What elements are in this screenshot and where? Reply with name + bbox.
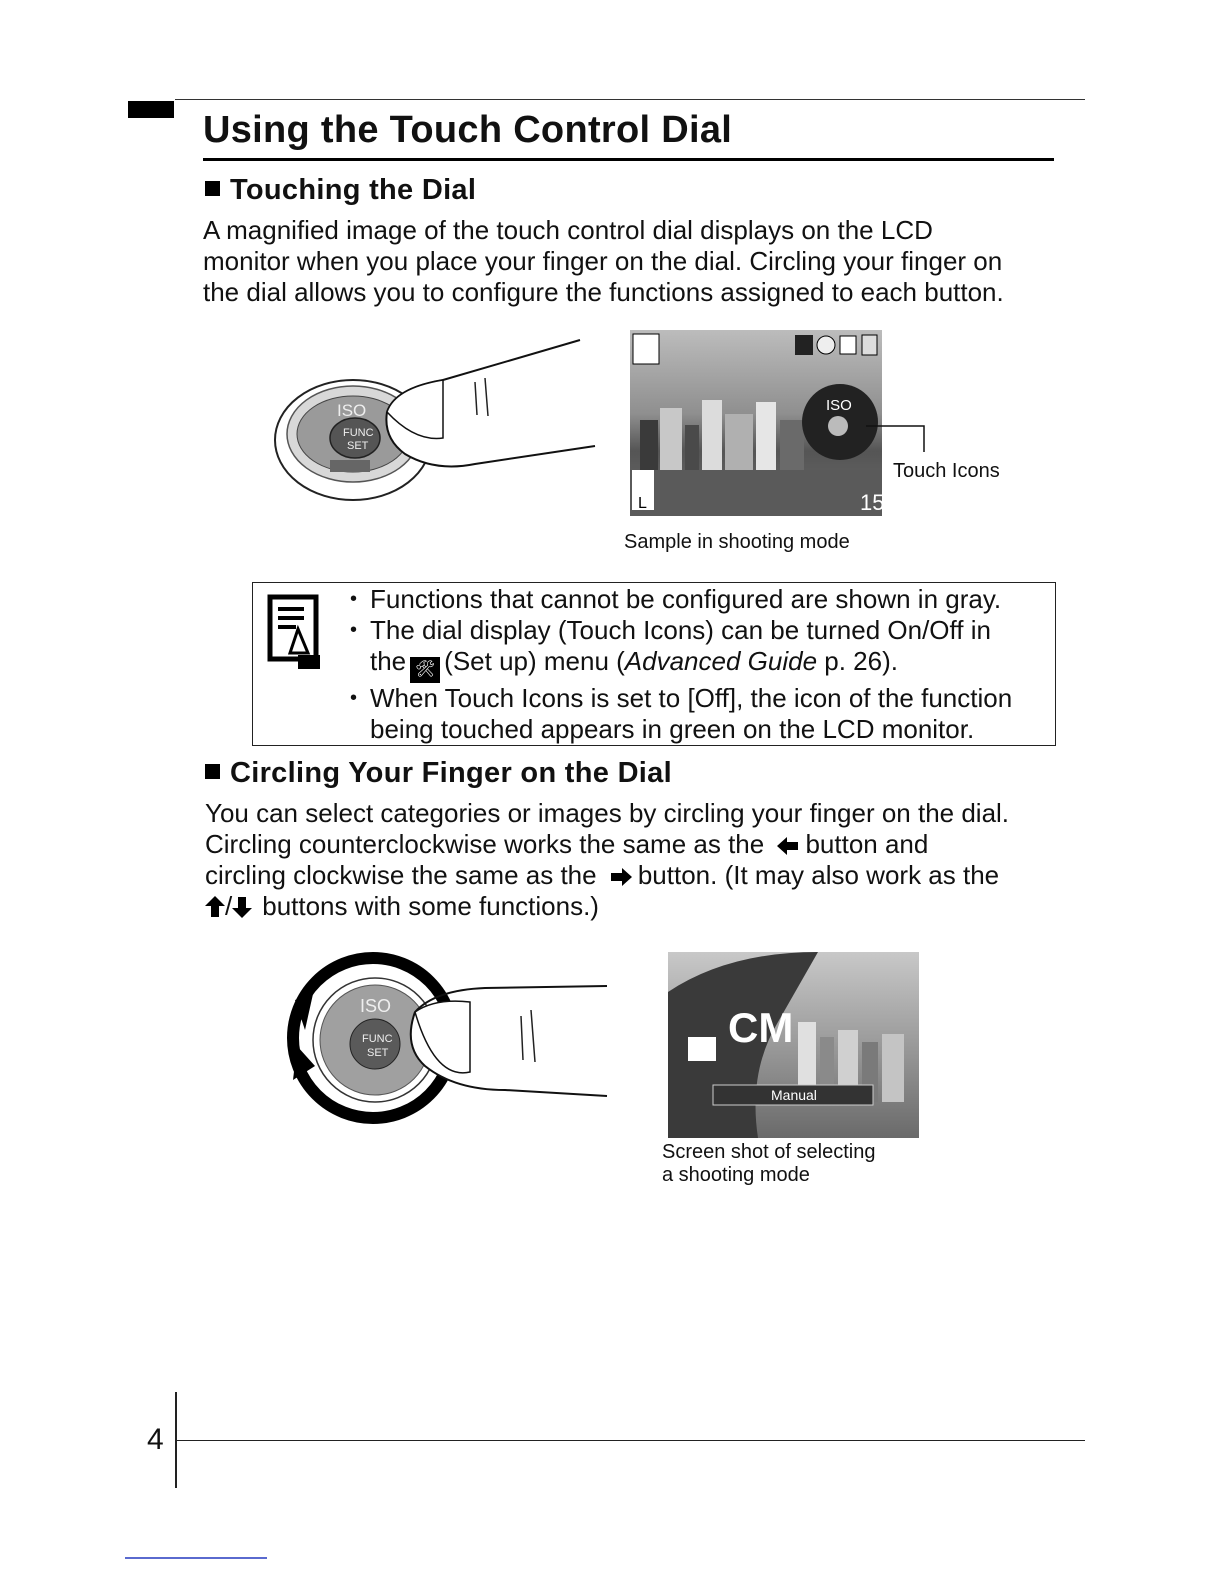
- camera-icon: [862, 335, 877, 355]
- paragraph-line: A magnified image of the touch control dial displays on the LCD: [203, 215, 933, 245]
- section-heading-circling: [205, 757, 672, 790]
- overlay-iso-label: ISO: [826, 397, 852, 414]
- dial-set-label: SET: [367, 1047, 389, 1059]
- mode-icon: [633, 334, 659, 364]
- drive-mode-icon: [840, 336, 856, 354]
- note-list: [350, 584, 1012, 745]
- set-up-menu-icon: 🛠: [410, 657, 440, 683]
- paragraph-line: [205, 860, 1009, 891]
- page-number: 4: [147, 1423, 164, 1456]
- right-arrow-icon: [610, 868, 632, 886]
- dial-bottom-icon: [330, 460, 370, 472]
- left-arrow-icon: [777, 837, 799, 855]
- dial-func-label: FUNC: [362, 1033, 393, 1045]
- lcd-frame-count: 15: [860, 490, 885, 515]
- lcd-mode-selection: [668, 952, 919, 1138]
- paragraph-fragment: Circling counterclockwise works the same as the: [205, 829, 765, 859]
- note-text: • When Touch Icons is set to [Off], the icon of the function: [370, 683, 1013, 713]
- note-text: Functions that cannot be configured are shown in gray.: [370, 584, 1002, 614]
- heading-bullet: [205, 181, 220, 196]
- note-item: [350, 615, 1012, 683]
- circling-dial-illustration: [285, 950, 615, 1130]
- dial-iso-label: ISO: [360, 996, 392, 1016]
- paragraph-line: [205, 829, 1009, 860]
- figure1-caption: Sample in shooting mode: [624, 531, 850, 553]
- paragraph-fragment: button. (It may also work as the: [637, 860, 1000, 890]
- camera-mode-icon: [688, 1037, 716, 1061]
- note-item: [350, 683, 1012, 745]
- chapter-marker: [128, 101, 174, 118]
- lcd-mode-bar-label: Manual: [771, 1087, 817, 1103]
- note-text: • The dial display (Touch Icons) can be turned On/Off in: [370, 615, 991, 645]
- heading-bullet: [205, 764, 220, 779]
- paragraph-line: monitor when you place your finger on the dial. Circling your finger on: [203, 246, 1003, 276]
- paragraph-fragment: button and: [805, 829, 929, 859]
- paragraph-line: You can select categories or images by circling your finger on the dial.: [205, 798, 1010, 828]
- lcd-mode-label: CM: [728, 1004, 794, 1051]
- note-text-fragment: p. 26).: [817, 646, 898, 676]
- section-heading-touching: [205, 174, 476, 207]
- figure2-caption: [662, 1141, 875, 1187]
- advanced-guide-reference: Advanced Guide: [624, 646, 818, 676]
- dial-func-label: FUNC: [343, 427, 374, 439]
- paragraph-line: [205, 891, 1009, 922]
- section-heading-text: Touching the Dial: [230, 174, 477, 206]
- caption-line: a shooting mode: [662, 1164, 810, 1186]
- section1-paragraph: [203, 215, 1004, 308]
- paragraph-fragment: buttons with some functions.): [262, 891, 599, 921]
- lcd-sample-shooting: [630, 330, 885, 516]
- touch-icons-callout: Touch Icons: [893, 460, 1000, 482]
- note-item: [350, 584, 1012, 615]
- note-text-fragment: (Set up) menu (: [444, 646, 625, 676]
- up-arrow-icon: [205, 896, 225, 918]
- down-arrow-icon: [232, 896, 252, 918]
- note-icon: [268, 595, 324, 671]
- paragraph-fragment: /: [225, 891, 233, 921]
- section2-paragraph: [205, 798, 1009, 922]
- dial-set-label: SET: [347, 440, 369, 452]
- note-text: being touched appears in green on the LCD monitor.: [370, 714, 975, 744]
- paragraph-fragment: circling clockwise the same as the: [205, 860, 597, 890]
- note-text: [370, 646, 1012, 683]
- caption-line: Screen shot of selecting: [662, 1141, 876, 1163]
- touch-dial-illustration: [275, 330, 605, 525]
- section-heading-text: Circling Your Finger on the Dial: [230, 757, 672, 789]
- white-balance-icon: [817, 336, 835, 354]
- paragraph-line: the dial allows you to configure the functions assigned to each button.: [203, 277, 1004, 307]
- bottom-link-underline: [125, 1557, 267, 1559]
- note-text-fragment: the: [370, 646, 407, 676]
- title-rule: [203, 158, 1054, 161]
- callout-line: [866, 420, 936, 456]
- iso-auto-icon: [795, 335, 813, 355]
- lcd-size-label: L: [638, 495, 647, 512]
- footer-rule: [175, 1440, 1085, 1441]
- dial-iso-label: ISO: [337, 401, 367, 420]
- top-rule: [175, 99, 1085, 100]
- page-title: Using the Touch Control Dial: [203, 109, 733, 151]
